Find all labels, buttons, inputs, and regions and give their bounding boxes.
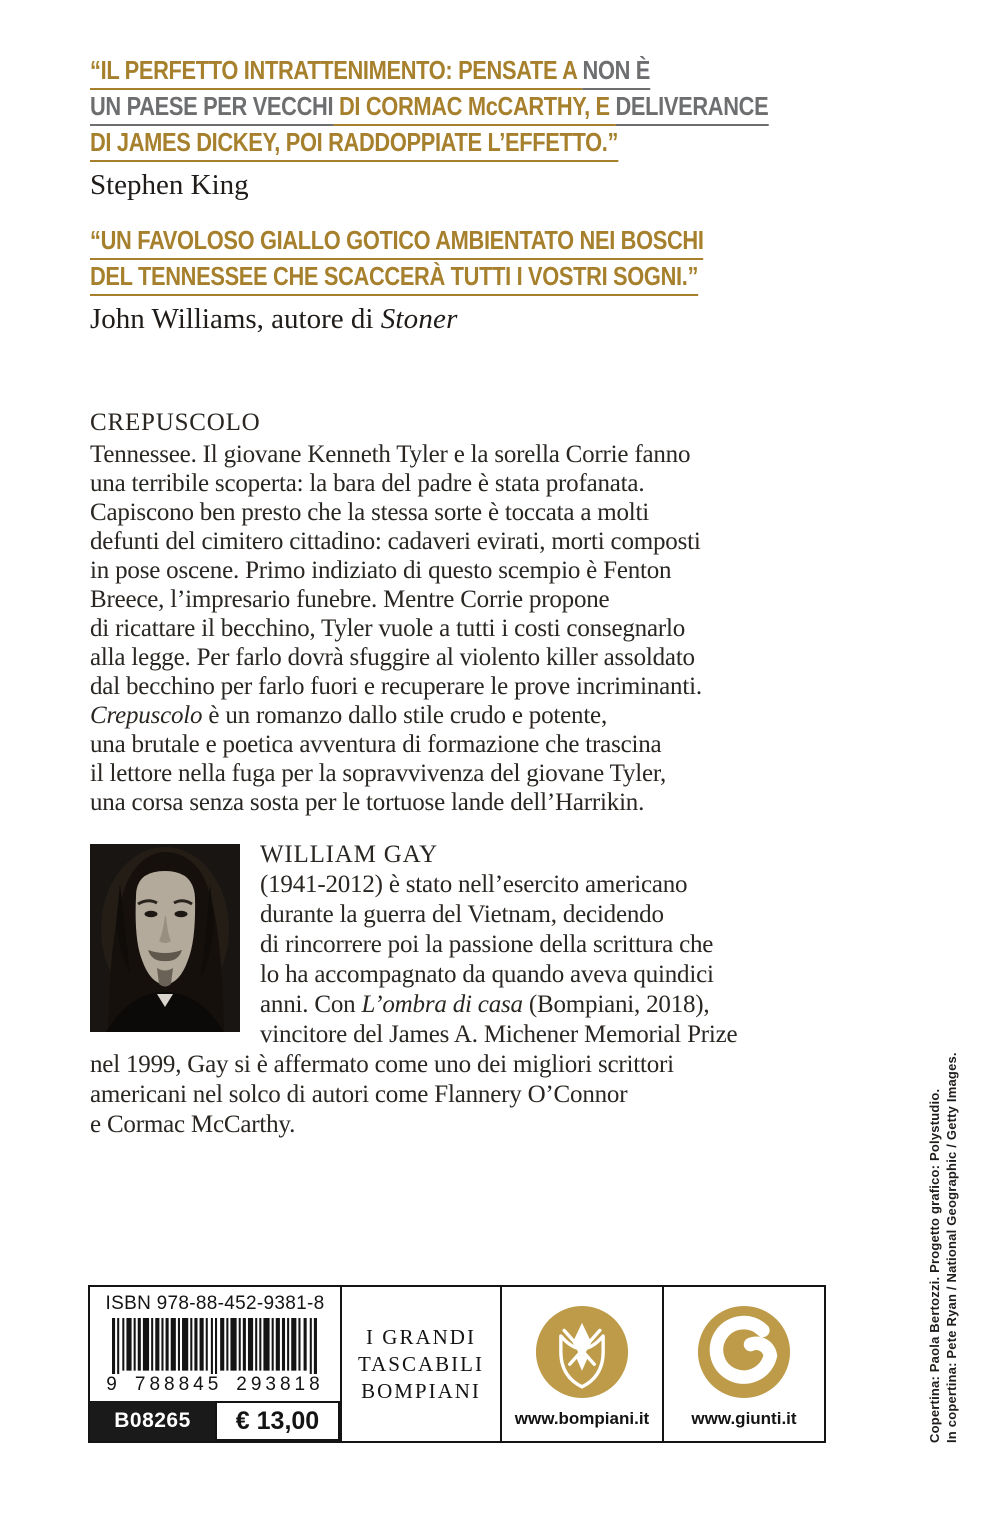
author-bio: [90, 840, 850, 1140]
price: € 13,00: [215, 1401, 340, 1441]
press-quotes: [90, 52, 880, 356]
synopsis-text: [90, 440, 850, 817]
bompiani-url: www.bompiani.it: [514, 1409, 650, 1428]
text-line: Tennessee. Il giovane Kenneth Tyler e la sorella Corrie fanno: [90, 441, 691, 468]
imprint-line: TASCABILI: [358, 1351, 484, 1376]
author-photo: [90, 844, 240, 1032]
text-line: [90, 124, 754, 160]
text-line: [90, 222, 754, 258]
author-portrait-illustration: [90, 844, 240, 1032]
barcode-digit-group: 9: [106, 1374, 121, 1395]
quote-stephen-king: [90, 52, 880, 160]
quote-segment: “IL PERFETTO INTRATTENIMENTO: PENSATE A: [90, 55, 583, 90]
author-name: WILLIAM GAY: [260, 841, 438, 868]
text-line: una terribile scoperta: la bara del padre è stata profanata.: [90, 470, 645, 497]
giunti-box: [662, 1285, 826, 1443]
text-line: (1941-2012) è stato nell’esercito americano: [260, 871, 688, 898]
barcode-box: [88, 1285, 342, 1443]
text-line: Capiscono ben presto che la stessa sorte è toccata a molti: [90, 499, 650, 526]
text-line: [90, 88, 769, 124]
text-line: americani nel solco di autori come Flannery O’Connor: [90, 1081, 628, 1108]
bompiani-logo-icon: [535, 1305, 629, 1399]
text-line: in pose oscene. Primo indiziato di questo scempio è Fenton: [90, 557, 672, 584]
quote-attribution-john-williams: John Williams, autore di Stoner: [90, 303, 458, 335]
barcode-digits: [90, 1375, 340, 1395]
imprint-box: [340, 1285, 502, 1443]
design-credit: Copertina: Paola Bertozzi. Progetto grafico: Polystudio.: [927, 1088, 942, 1443]
quote-attribution-stephen-king: Stephen King: [90, 169, 249, 201]
imprint-line: I GRANDI: [366, 1324, 476, 1349]
text-line: anni. Con L’ombra di casa (Bompiani, 2018),: [260, 991, 710, 1018]
isbn-label: ISBN 978-88-452-9381-8: [105, 1293, 325, 1314]
barcode-digit-group: 293818: [236, 1374, 324, 1395]
edition-code: B08265: [90, 1401, 215, 1441]
quote-segment: DEL TENNESSEE CHE SCACCERÀ TUTTI I VOSTRI SOGNI.”: [90, 261, 698, 296]
text-line: dal becchino per farlo fuori e recuperare le prove incriminanti.: [90, 673, 702, 700]
quote-segment: “UN FAVOLOSO GIALLO GOTICO AMBIENTATO NEI BOSCHI: [90, 225, 704, 260]
bompiani-box: [500, 1285, 664, 1443]
book-title: CREPUSCOLO: [90, 409, 261, 436]
giunti-logo-icon: [697, 1305, 791, 1399]
quote-segment: NON È: [583, 55, 650, 90]
barcode: [112, 1318, 318, 1374]
text-line: [90, 52, 754, 88]
code-price-row: [90, 1401, 340, 1441]
text-line: Crepuscolo è un romanzo dallo stile crudo e potente,: [90, 702, 608, 729]
text-line: di rincorrere poi la passione della scrittura che: [260, 931, 714, 958]
text-line: vincitore del James A. Michener Memorial Prize: [260, 1021, 738, 1048]
barcode-digit-group: 788845: [134, 1374, 223, 1395]
text-line: nel 1999, Gay si è affermato come uno dei migliori scrittori: [90, 1051, 674, 1078]
text-line: e Cormac McCarthy.: [90, 1111, 296, 1138]
photo-credit: In copertina: Pete Ryan / National Geographic / Getty Images.: [944, 1052, 959, 1443]
text-line: defunti del cimitero cittadino: cadaveri evirati, morti composti: [90, 528, 701, 555]
text-line: una corsa senza sosta per le tortuose lande dell’Harrikin.: [90, 789, 645, 816]
quote-segment: DI CORMAC McCARTHY, E: [333, 91, 615, 126]
footer-strip: [88, 1285, 826, 1443]
quote-segment: UN PAESE PER VECCHI: [90, 91, 333, 126]
quote-segment: DELIVERANCE: [615, 91, 768, 126]
quote-john-williams: [90, 222, 880, 294]
giunti-url: www.giunti.it: [691, 1409, 797, 1428]
quote-segment: DI JAMES DICKEY, POI RADDOPPIATE L’EFFETTO.”: [90, 127, 618, 162]
text-line: Breece, l’impresario funebre. Mentre Corrie propone: [90, 586, 610, 613]
text-line: di ricattare il becchino, Tyler vuole a tutti i costi consegnarlo: [90, 615, 686, 642]
text-line: [90, 258, 754, 294]
text-line: una brutale e poetica avventura di formazione che trascina: [90, 731, 662, 758]
imprint-line: BOMPIANI: [361, 1378, 481, 1403]
text-line: il lettore nella fuga per la sopravvivenza del giovane Tyler,: [90, 760, 667, 787]
synopsis: [90, 408, 850, 817]
text-line: alla legge. Per farlo dovrà sfuggire al violento killer assoldato: [90, 644, 695, 671]
text-line: lo ha accompagnato da quando aveva quindici: [260, 961, 714, 988]
text-line: durante la guerra del Vietnam, decidendo: [260, 901, 664, 928]
